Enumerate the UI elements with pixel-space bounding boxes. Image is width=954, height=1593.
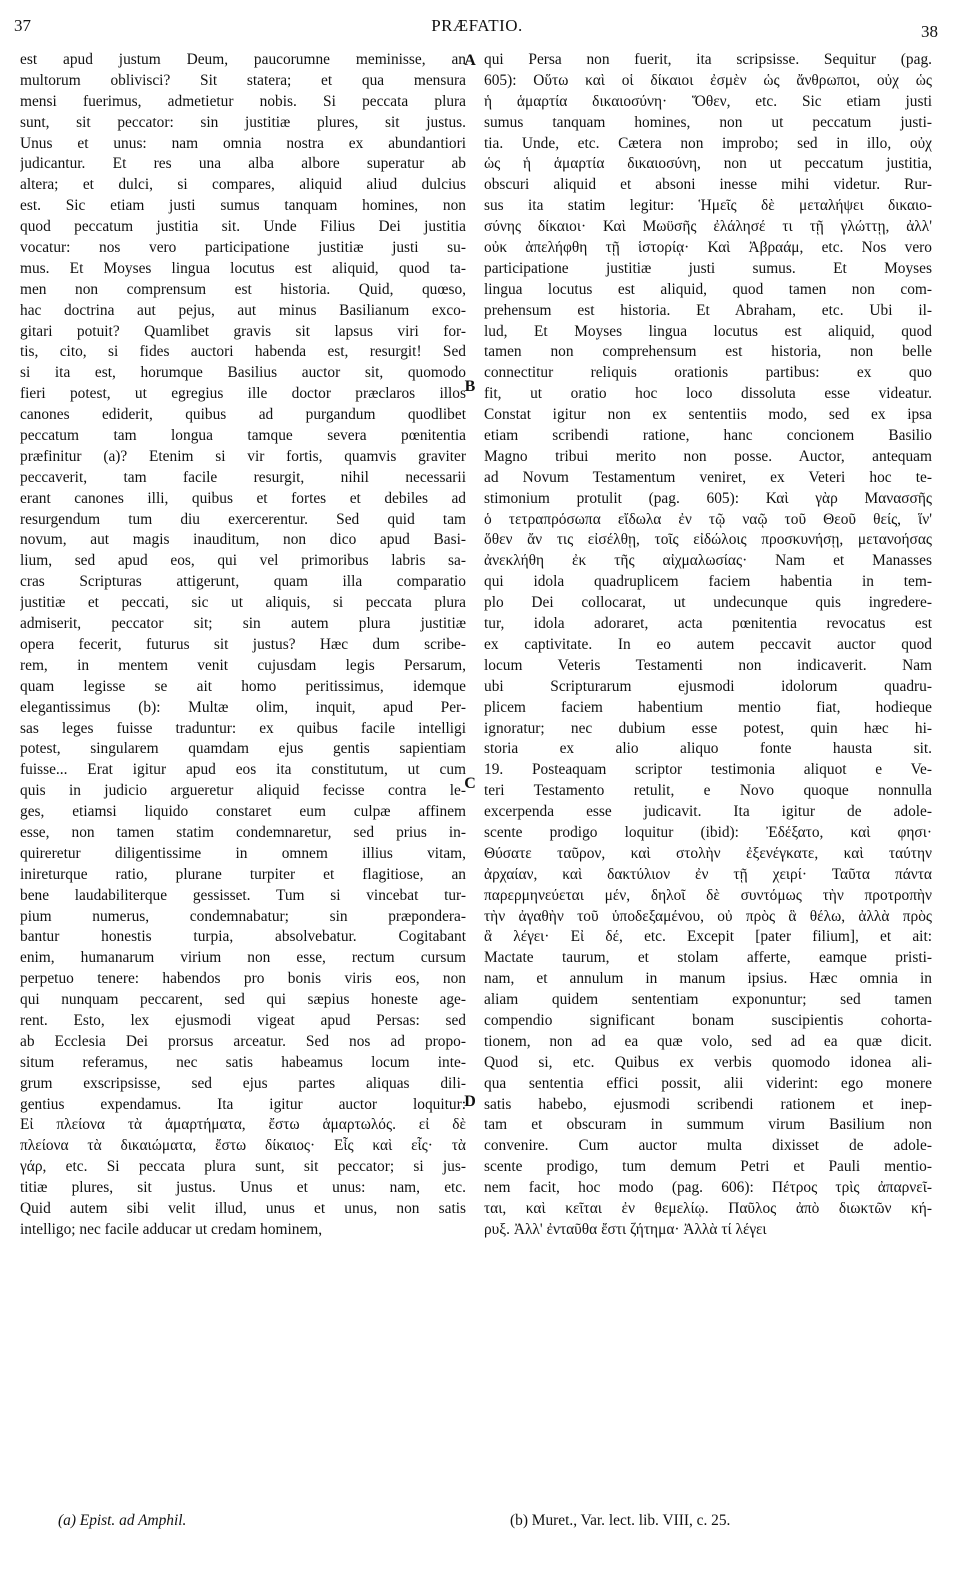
footnote-b: (b) Muret., Var. lect. lib. VIII, c. 25. bbox=[510, 1512, 731, 1529]
running-title: PRÆFATIO. bbox=[431, 16, 523, 35]
text-line: ab Ecclesia Dei prorsus arceatur. Sed nos ad propo- bbox=[20, 1032, 466, 1050]
text-line: ubi Scripturarum ejusmodi idolorum quadru- bbox=[484, 677, 932, 695]
text-line: mus. Et Moyses lingua locutus est aliquid, quod ta- bbox=[20, 259, 466, 277]
text-line: Quid autem sibi velit illud, unus et unus, non satis bbox=[20, 1199, 466, 1217]
text-line: sas leges fuisse traduntur: ex quibus facile intelligi bbox=[20, 719, 466, 737]
text-line: est. Sic etiam justi sumus tanquam homines, non bbox=[20, 197, 466, 215]
text-line: sus ita statim legitur: Ἡμεῖς δὲ μεταλήψει δικαιο- bbox=[484, 197, 932, 215]
text-line: nam, et annulum in manum ipsius. Hæc omnia in bbox=[484, 970, 932, 988]
text-line: obscuri aliquid et absoni inesse mihi videtur. Rur- bbox=[484, 176, 932, 194]
text-line: stimonium protulit (pag. 605): Καὶ γὰρ Μανασσῆς bbox=[484, 489, 932, 507]
text-line: Constat igitur non ex sententiis modo, sed ex ipsa bbox=[484, 406, 932, 424]
text-line: qui nunquam peccarent, sed qui sæpius honeste age- bbox=[20, 991, 466, 1009]
text-line: admiserit, peccator sit; sin autem plura justitiæ bbox=[20, 615, 466, 633]
left-column bbox=[20, 50, 466, 1241]
text-line: titiæ plures, sit justus. Unus et unus: nam, etc. bbox=[20, 1179, 466, 1197]
text-line: fieri potest, ut egregius ille doctor præclaros illos bbox=[20, 385, 466, 403]
text-line: Unus et unus: nam omnia nostra ex abundantiori bbox=[20, 134, 466, 152]
page-header bbox=[0, 0, 954, 50]
text-line: quireretur diligentissime in omnem illius vitam, bbox=[20, 844, 466, 862]
text-line: mensi fuerimus, admetietur nobis. Si peccata plura bbox=[20, 92, 466, 110]
text-line: novum, aut magis inauditum, non dico apud Basi- bbox=[20, 531, 466, 549]
text-line: qui idola quadruplicem faciem habentia in tem- bbox=[484, 573, 932, 591]
text-line: ἀνεκλήθη ἐκ τῆς αἰχμαλωσίας· Nam et Manasses bbox=[484, 552, 932, 570]
text-line: perpetuo tenere: habendos pro bonis viris eos, non bbox=[20, 970, 466, 988]
text-line: ρυξ. Ἀλλ' ἐνταῦθα ἔστι ζήτημα· Ἀλλὰ τί λέγει bbox=[484, 1220, 767, 1238]
text-line: sumus tanquam homines, non ut peccatum justi- bbox=[484, 113, 932, 131]
text-line: gitari potuit? Quamlibet gravis sit lapsus viri for- bbox=[20, 322, 466, 340]
text-line: tionem, non ad ea quæ volo, sed ad ea quæ dicit. bbox=[484, 1032, 932, 1050]
text-line: lud, Et Moyses lingua locutus est aliquid, quod bbox=[484, 322, 932, 340]
text-line: quam legisse se ait homo peritissimus, idemque bbox=[20, 677, 466, 695]
text-line: peccaverit, tam facile resurgit, nihil necessarii bbox=[20, 468, 466, 486]
text-line: justitiæ et peccati, sic ut aliquis, si peccata plura bbox=[20, 594, 466, 612]
text-line: excerpenda esse judicavit. Ita igitur de adole- bbox=[484, 803, 932, 821]
text-line: bantur honestis turpia, absolvebatur. Cogitabant bbox=[20, 928, 466, 946]
text-line: esse, non tamen statim condemnaretur, sed prius in- bbox=[20, 823, 466, 841]
text-line: quis in judicio argueretur aliquid fecisse contra le- bbox=[20, 782, 466, 800]
text-line: prehensum est historia. Et Abraham, etc. Ubi il- bbox=[484, 301, 932, 319]
text-line: ἡ ἁμαρτία δικαιοσύνη· Ὅθεν, etc. Sic etiam justi bbox=[484, 92, 932, 110]
text-line: ὡς ἡ ἁμαρτία δικαιοσύνη, non ut peccatum justitia, bbox=[484, 155, 932, 173]
text-line: etiam scribendi ratione, hanc concionem Basilio bbox=[484, 427, 932, 445]
text-line: inireturque ratio, plurane turpiter et flagitiose, an bbox=[20, 865, 466, 883]
right-column bbox=[484, 50, 932, 1241]
text-line: sunt, sit peccator: sin justitiæ plures, sit justus. bbox=[20, 113, 466, 131]
text-line: rem, in mentem venit cujusdam legis Persarum, bbox=[20, 656, 466, 674]
text-line: situm referamus, nec satis habeamus locum inte- bbox=[20, 1053, 466, 1071]
text-line: opera fecerit, futurus sit justus? Hæc dum scribe- bbox=[20, 635, 466, 653]
text-line: scente prodigo, tum demum Petri et Pauli mentio- bbox=[484, 1158, 932, 1176]
text-line: Quod si, etc. Quibus ex verbis quomodo idonea ali- bbox=[484, 1053, 932, 1071]
text-line: ὁ τετραπρόσωπα εἴδωλα ἐν τῷ ναῷ τοῦ Θεοῦ θείς, ἵν' bbox=[484, 510, 932, 528]
text-line: scente prodigo loquitur (ibid): Ἐδέξατο, καὶ φησι· bbox=[484, 823, 932, 841]
text-line: vocatur: nos vero participatione justitiæ justi su- bbox=[20, 239, 466, 257]
text-line: σύνης δίκαιοι· Καὶ Μωϋσῆς ἐλάλησέ τι τῇ γλώττῃ, ἀλλ' bbox=[484, 218, 932, 236]
text-line: si ita est, horumque Basilius auctor sit, quomodo bbox=[20, 364, 466, 382]
text-line: οὐκ ἀπελήφθη τῇ ἱστορίᾳ· Καὶ Ἀβραάμ, etc. Nos vero bbox=[484, 239, 932, 257]
text-line: tis, cito, si fides auctori habenda est, resurgit! Sed bbox=[20, 343, 466, 361]
text-line: men non comprensum est historia. Quid, quœso, bbox=[20, 280, 466, 298]
text-line: ται, καὶ κεῖται ἐν θεμελίῳ. Παῦλος ἀπὸ διωκτῶν κή- bbox=[484, 1199, 932, 1217]
page-number-left: 37 bbox=[14, 16, 31, 35]
text-line: Θύσατε ταῦρον, καὶ στολὴν ἐξενέγκατε, καὶ ταύτην bbox=[484, 844, 932, 862]
text-line: nem facit, hoc modo (pag. 606): Πέτρος τρὶς ἀπαρνεῖ- bbox=[484, 1179, 932, 1197]
text-line: ignoratur; nec dubium esse potest, quin hæc hi- bbox=[484, 719, 932, 737]
text-line: 19. Posteaquam scriptor testimonia aliquot e Ve- bbox=[484, 761, 932, 779]
text-line: qui Persa non fuerit, ita scripsisse. Sequitur (pag. bbox=[484, 51, 932, 68]
text-line: peccatum tam longua tamque severa pœnitentia bbox=[20, 427, 466, 445]
text-line: plicem faciem habentium mentio fiat, hodieque bbox=[484, 698, 932, 716]
text-line: ἀρχαίαν, καὶ δακτύλιον ἐν τῇ χειρί· Ταῦτα πάντα bbox=[484, 865, 932, 883]
text-line: est apud justum Deum, paucorumne meminisse, an bbox=[20, 51, 466, 68]
text-line: fuisse... Erat igitur apud eos ita constitutum, ut cum bbox=[20, 761, 466, 779]
text-line: ἃ λέγει· Εἰ δέ, etc. Excepit [pater filium], et ait: bbox=[484, 928, 932, 946]
margin-letter-d: D bbox=[464, 1093, 476, 1110]
text-line: tam et obscuram in summum virum Basilium non bbox=[484, 1116, 932, 1134]
margin-letter-b: B bbox=[464, 378, 476, 395]
text-line: elegantissimus (b): Multæ olim, inquit, apud Per- bbox=[20, 698, 466, 716]
text-line: γάρ, etc. Si peccata plura sunt, sit peccator; si jus- bbox=[20, 1158, 466, 1176]
text-line: grum exscripsisse, sed ejus partes aliquas dili- bbox=[20, 1074, 466, 1092]
text-line: altera; et dulci, si compares, aliquid aliud dulcius bbox=[20, 176, 466, 194]
text-line: enim, humanarum virium non esse, rectum cursum bbox=[20, 949, 466, 967]
text-line: teri Testamento retulit, e Novo quoque nonnulla bbox=[484, 782, 932, 800]
text-line: judicantur. Et res una alba albore superatur ab bbox=[20, 155, 466, 173]
text-line: ὅθεν ἄν τις εἰσέλθῃ, τοῖς εἰδώλοις προσκυνήσῃ, μετανοήσας bbox=[484, 531, 932, 549]
text-line: tur, idola adoraret, acta pœnitentia revocatus est bbox=[484, 615, 932, 633]
text-line: qua sententia effici possit, alii viderint: ego monere bbox=[484, 1074, 932, 1092]
text-line: compendio significant bonam suscipientis cohorta- bbox=[484, 1011, 932, 1029]
text-line: Εἰ πλείονα τὰ ἁμαρτήματα, ἔστω ἁμαρτωλός. εἰ δὲ bbox=[20, 1116, 466, 1134]
text-line: ex captivitate. In eo autem peccavit auctor quod bbox=[484, 635, 932, 653]
text-line: tia. Unde, etc. Cætera non improbo; sed in illo, οὐχ bbox=[484, 134, 932, 152]
text-line: 605): Οὕτω καὶ οἱ δίκαιοι ἐσμὲν ὡς ἄνθρωποι, οὐχ ὡς bbox=[484, 71, 932, 89]
text-line: tamen non comprehensum est historia, non belle bbox=[484, 343, 932, 361]
text-line: plo Dei collocarat, ut undecunque quis ingredere- bbox=[484, 594, 932, 612]
margin-letter-c: C bbox=[464, 775, 476, 792]
text-line: participatione justitiæ justi sumus. Et Moyses bbox=[484, 259, 932, 277]
text-line: lingua locutus est aliquid, quod tamen non com- bbox=[484, 280, 932, 298]
text-line: locum Veteris Testamenti non indicaverit. Nam bbox=[484, 656, 932, 674]
text-line: fit, ut oratio hoc loco dissoluta esse videatur. bbox=[484, 385, 932, 403]
text-line: satis habebo, ejusmodi scribendi rationem et inep- bbox=[484, 1095, 932, 1113]
text-line: rent. Esto, lex ejusmodi vigeat apud Persas: sed bbox=[20, 1011, 466, 1029]
text-line: quod peccatum justitia sit. Unde Filius Dei justitia bbox=[20, 218, 466, 236]
text-line: Mactate taurum, et stolam afferte, eamque pristi- bbox=[484, 949, 932, 967]
text-line: bene laudabiliterque gessisset. Tum si vincebat tur- bbox=[20, 886, 466, 904]
text-line: τὴν ἀγαθὴν τοῦ ὑποδεξαμένου, οὐ πρὸς ἃ θέλω, ἀλλὰ πρὸς bbox=[484, 907, 932, 925]
margin-letter-a: A bbox=[464, 52, 476, 69]
footnote-a: (a) Epist. ad Amphil. bbox=[58, 1512, 187, 1529]
text-line: cras Scripturas attigerunt, quam illa comparatio bbox=[20, 573, 466, 591]
text-line: convenire. Cum auctor multa dixisset de adole- bbox=[484, 1137, 932, 1155]
text-line: hac doctrina aut pejus, aut minus Basilianum exco- bbox=[20, 301, 466, 319]
page-number-right: 38 bbox=[921, 22, 938, 41]
text-line: erant canones illi, quibus et fortes et debiles ad bbox=[20, 489, 466, 507]
text-line: multorum oblivisci? Sit statera; et qua mensura bbox=[20, 71, 466, 89]
text-line: lium, sed apud eos, qui vel primoribus labris sa- bbox=[20, 552, 466, 570]
text-line: ad Novum Testamentum veniret, ex Veteri hoc te- bbox=[484, 468, 932, 486]
text-line: πλείονα τὰ δικαιώματα, ἔστω δίκαιος· Εἷς καὶ εἷς· τὰ bbox=[20, 1137, 466, 1155]
text-line: storia ex alio aliquo fonte hausta sit. bbox=[484, 740, 932, 758]
text-line: canones ediderit, quibus ad purgandum quodlibet bbox=[20, 406, 466, 424]
text-line: aliam quidem sententiam exponuntur; sed tamen bbox=[484, 991, 932, 1009]
text-line: gentius expendamus. Ita igitur auctor loquitur: bbox=[20, 1095, 466, 1113]
text-line: Magno tribui merito non posse. Auctor, antequam bbox=[484, 447, 932, 465]
text-line: præfinitur (a)? Etenim si vir fortis, quamvis graviter bbox=[20, 447, 466, 465]
text-line: παρερμηνεύεται μέν, δηλοῖ δὲ συντόμως τὴν προτροπὴν bbox=[484, 886, 932, 904]
text-line: ges, etiamsi liquido constaret eum culpæ affinem bbox=[20, 803, 466, 821]
text-line: resurgendum tum diu exercerentur. Sed quid tam bbox=[20, 510, 466, 528]
text-line: pium numerus, condemnabatur; sin præpondera- bbox=[20, 907, 466, 925]
text-line: intelligo; nec facile adducar ut credam hominem, bbox=[20, 1220, 323, 1238]
text-line: connectitur reliquis orationis partibus: ex quo bbox=[484, 364, 932, 382]
text-line: potest, singularem quamdam ejus gentis sapientiam bbox=[20, 740, 466, 758]
